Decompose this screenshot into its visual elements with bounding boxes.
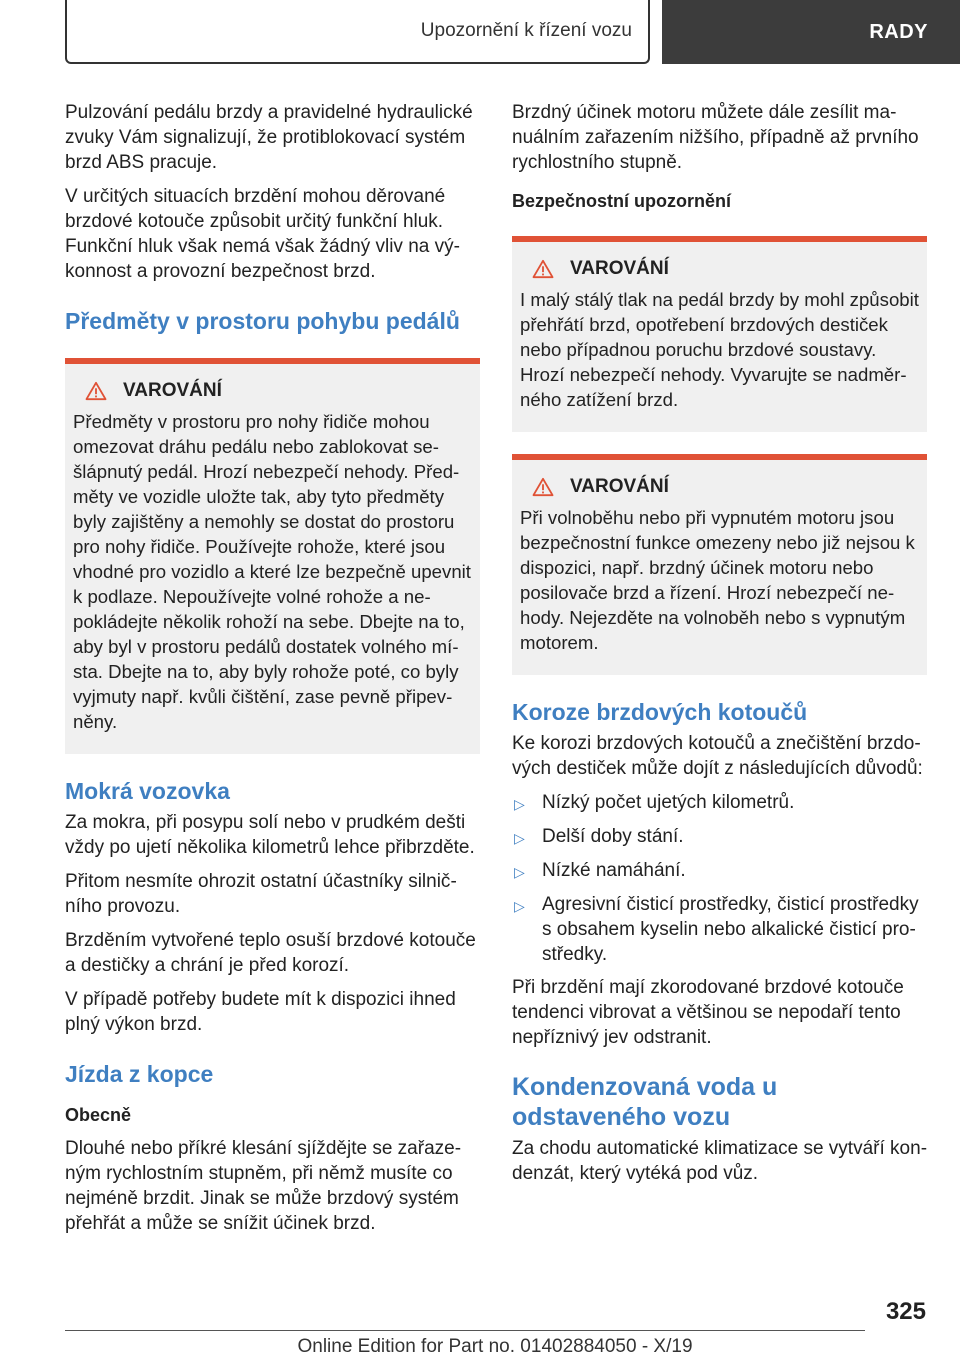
triangle-bullet-icon: ▷ [514,830,525,846]
paragraph: Při brzdění mají zkorodované brzdové kotouče tendenci vibrovat a většinou se nepodaří tento nepříznivý jev odstranit. [512,977,904,1048]
paragraph: Za mokra, při posypu solí nebo v prudkém dešti vždy po ujetí několika kilometrů lehce přibrzděte. [65,812,475,858]
paragraph: Přitom nesmíte ohrozit ostatní účastníky silničního provozu. [65,871,457,917]
warning-text: Předměty v prostoru pro nohy řidiče mohou omezovat dráhu pedálu nebo zablokovat sešlápnutý pedál. Hrozí nebezpečí nehody. Předměty ve vozidle uložte tak, aby tyto předměty byly zajištěny a nemohly se dostat do prostoru pro nohy řidiče. Používejte rohože, které jsou vhodné pro vozidlo a které lze bezpečně upevnit k podlaze. Nepoužívejte volné rohože a nepokládejte několik rohoží na sebe. Dbejte na to, aby byl v prostoru pedálů dostatek volného místa. Dbejte na to, aby byly rohože poté, co byly vyjmuty např. kvůli čištění, zase pevně připevněny. [73,411,471,732]
paragraph: V případě potřeby budete mít k dispozici ihned plný výkon brzd. [65,989,456,1035]
list-item [512,892,927,967]
section-heading: Koroze brzdových kotoučů [512,699,808,725]
list-item-text: Nízký počet ujetých kilometrů. [542,792,795,813]
warning-box [512,454,927,675]
section-heading: Kondenzovaná voda u odstaveného vozu [512,1073,778,1131]
page-number: 325 [885,1298,926,1325]
triangle-bullet-icon: ▷ [514,864,525,880]
warning-title: VAROVÁNÍ [570,258,669,279]
paragraph: Brzděním vytvořené teplo osuší brzdové kotouče a destičky a chrání je před korozí. [65,930,476,976]
footer-edition: Online Edition for Part no. 01402884050 - X/19 [297,1336,693,1357]
paragraph: Dlouhé nebo příkré klesání sjíždějte se zařazeným rychlostním stupněm, při němž musíte co nejméně brzdit. Jinak se může brzdový systém přehřát a může se snížit účinek brzd. [65,1138,462,1234]
warning-box [512,236,927,432]
warning-triangle-icon [532,259,554,279]
warning-triangle-icon [85,381,107,401]
list-item [512,858,927,885]
warning-header [520,474,919,499]
warning-title: VAROVÁNÍ [123,380,222,401]
warning-title: VAROVÁNÍ [570,476,669,497]
header-chapter-title: RADY [869,20,928,43]
section-heading: Předměty v prostoru pohybu pedálů [65,308,460,334]
bullet-list [512,790,927,967]
paragraph: Za chodu automatické klimatizace se vytváří kondenzát, který vytéká pod vůz. [512,1138,928,1184]
warning-box [65,358,480,754]
triangle-bullet-icon: ▷ [514,796,525,812]
section-heading: Mokrá vozovka [65,778,230,804]
header-chapter-tab [662,0,960,64]
triangle-bullet-icon: ▷ [514,898,525,914]
left-column [65,100,480,1245]
right-column [512,100,927,1195]
paragraph: Ke korozi brzdových kotoučů a znečištění brzdových destiček může dojít z následujících důvodů: [512,733,923,779]
list-item [512,790,927,817]
header-section-title: Upozornění k řízení vozu [420,20,632,41]
subsection-heading: Bezpečnostní upozornění [512,191,732,211]
list-item-text: Nízké namáhání. [542,860,686,881]
warning-text: I malý stálý tlak na pedál brzdy by mohl způsobit přehřátí brzd, opotřebení brzdových destiček nebo případnou poruchu brzdové soustavy. Hrozí nebezpečí nehody. Vyvarujte se nadměrného zatížení brzd. [520,289,919,410]
header-section-tab [65,0,650,64]
list-item-text: Delší doby stání. [542,826,684,847]
warning-triangle-icon [532,477,554,497]
list-item [512,824,927,851]
warning-header [73,378,472,403]
paragraph: V určitých situacích brzdění mohou děrované brzdové kotouče způsobit určitý funkční hluk. Funkční hluk však nemá však žádný vliv na výkonnost a provozní bezpečnost brzd. [65,186,460,282]
section-heading: Jízda z kopce [65,1061,214,1087]
warning-text: Při volnoběhu nebo při vypnutém motoru jsou bezpečnostní funkce omezeny nebo již nejsou k dispozici, např. brzdný účinek motoru nebo posilovače brzd a řízení. Hrozí nebezpečí nehody. Nejezděte na volnoběh nebo s vypnutým motorem. [520,507,915,653]
warning-header [520,256,919,281]
subsection-heading: Obecně [65,1105,132,1125]
paragraph: Brzdný účinek motoru můžete dále zesílit manuálním zařazením nižšího, případně až prvního rychlostního stupně. [512,102,919,173]
paragraph: Pulzování pedálu brzdy a pravidelné hydraulické zvuky Vám signalizují, že protiblokovací systém brzd ABS pracuje. [65,102,473,173]
list-item-text: Agresivní čisticí prostředky, čisticí prostředky s obsahem kyselin nebo alkalické čisticí prostředky. [542,894,919,965]
footer-divider [65,1330,865,1331]
